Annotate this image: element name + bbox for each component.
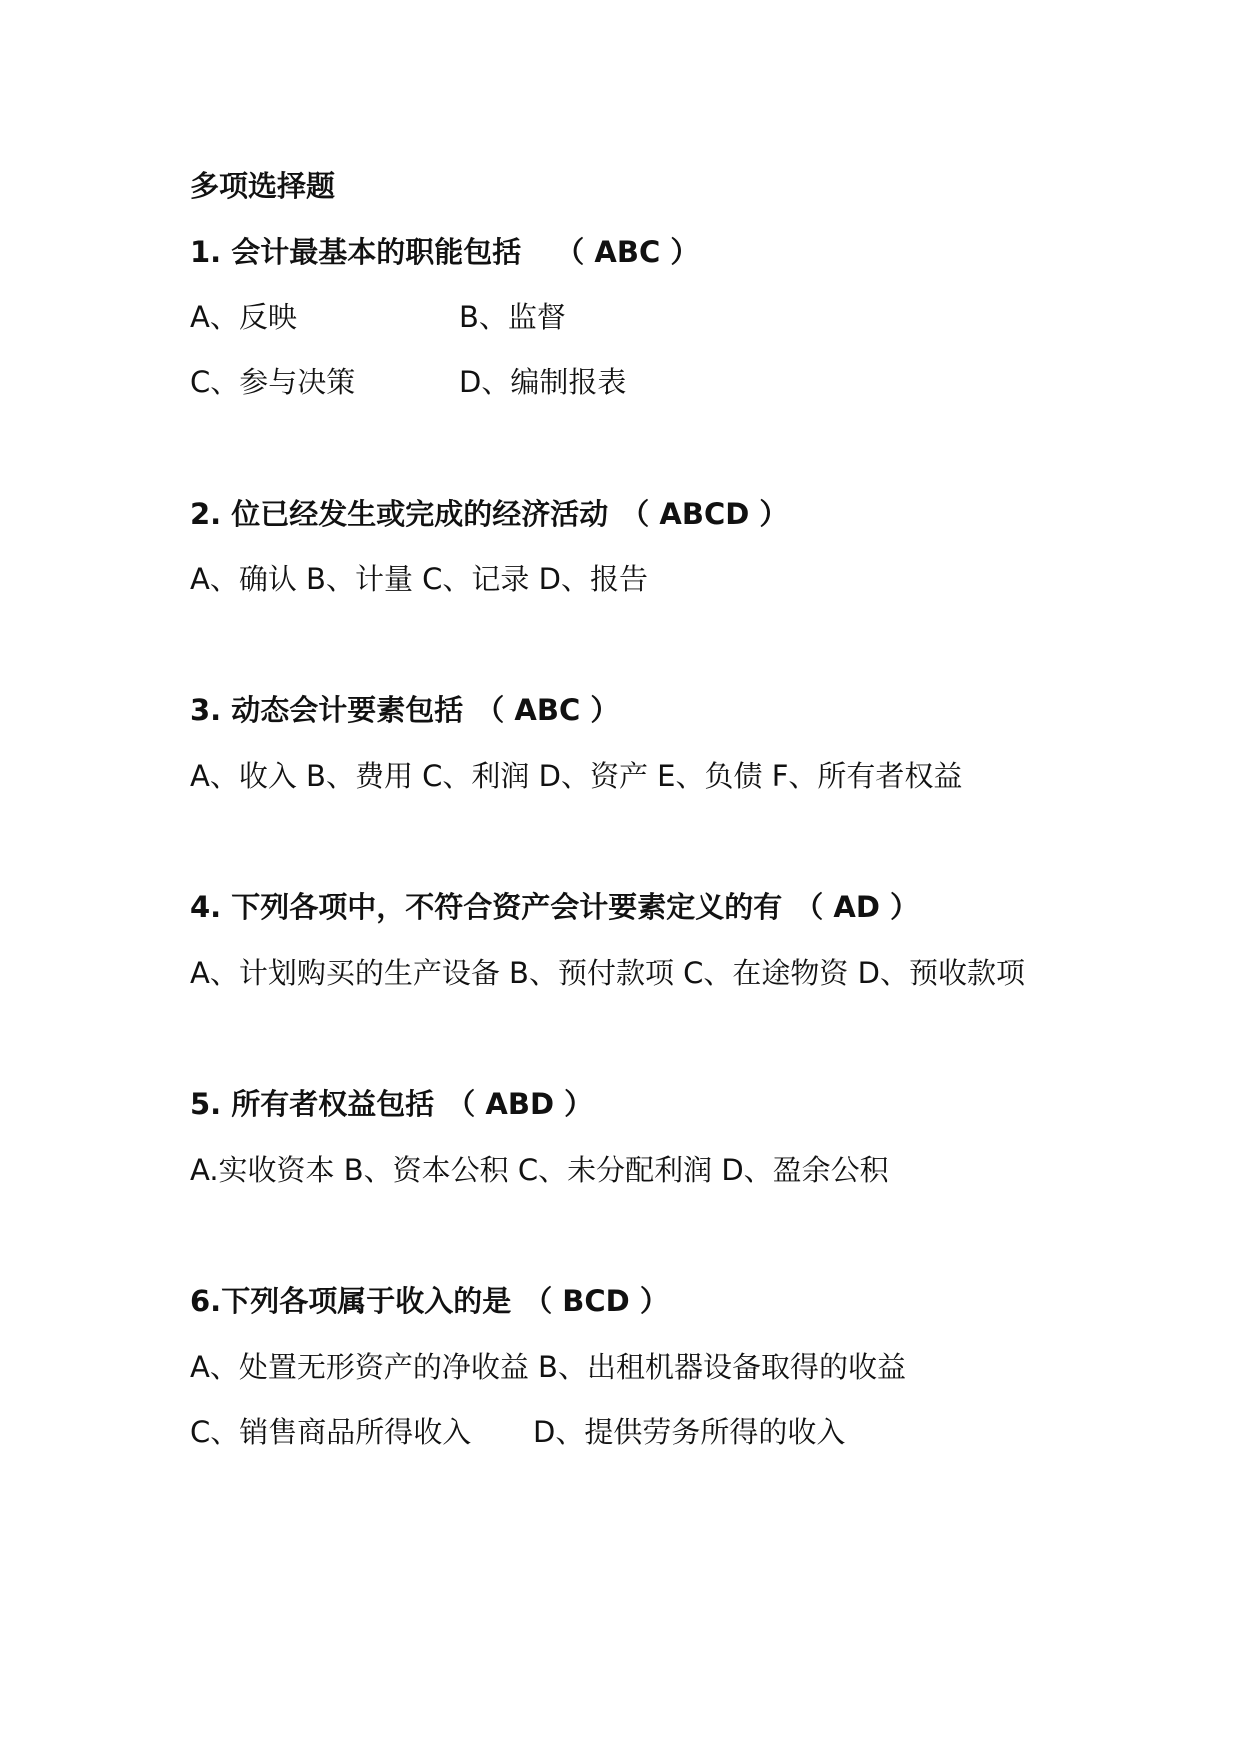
question-6-answer: （ BCD ） [523,1284,669,1318]
question-5-options: A.实收资本 B、资本公积 C、未分配利润 D、盈余公积 [190,1153,889,1187]
question-5-title [190,1084,593,1124]
question-3-title [190,690,619,730]
question-1-option: D、编制报表 [459,365,627,399]
question-1-answer: （ ABC ） [555,235,700,269]
question-5-answer: （ ABD ） [446,1087,594,1121]
question-1-title [190,232,699,272]
question-4-stem: 4. 下列各项中，不符合资产会计要素定义的有 [190,890,783,924]
question-4-answer: （ AD ） [794,890,920,924]
question-2-answer: （ ABCD ） [620,497,789,531]
question-4-title [190,887,919,927]
question-1-option: C、参与决策 [190,365,356,399]
question-4-options: A、计划购买的生产设备 B、预付款项 C、在途物资 D、预收款项 [190,956,1025,990]
question-3-options: A、收入 B、费用 C、利润 D、资产 E、负债 F、所有者权益 [190,759,963,793]
question-1-stem: 1. 会计最基本的职能包括 [190,235,522,269]
question-2-options: A、确认 B、计量 C、记录 D、报告 [190,562,648,596]
question-6-option: A、处置无形资产的净收益 B、出租机器设备取得的收益 [190,1350,906,1384]
question-1-option: A、反映 [190,300,297,334]
question-6-title [190,1281,669,1321]
question-2-stem: 2. 位已经发生或完成的经济活动 [190,497,609,531]
section-heading: 多项选择题 [190,169,336,203]
question-3-answer: （ ABC ） [475,693,620,727]
question-1-option: B、监督 [459,300,566,334]
question-3-stem: 3. 动态会计要素包括 [190,693,464,727]
question-6-stem: 6.下列各项属于收入的是 [190,1284,512,1318]
question-6-option: D、提供劳务所得的收入 [533,1415,846,1449]
question-2-title [190,494,788,534]
question-6-option: C、销售商品所得收入 [190,1415,472,1449]
question-5-stem: 5. 所有者权益包括 [190,1087,435,1121]
